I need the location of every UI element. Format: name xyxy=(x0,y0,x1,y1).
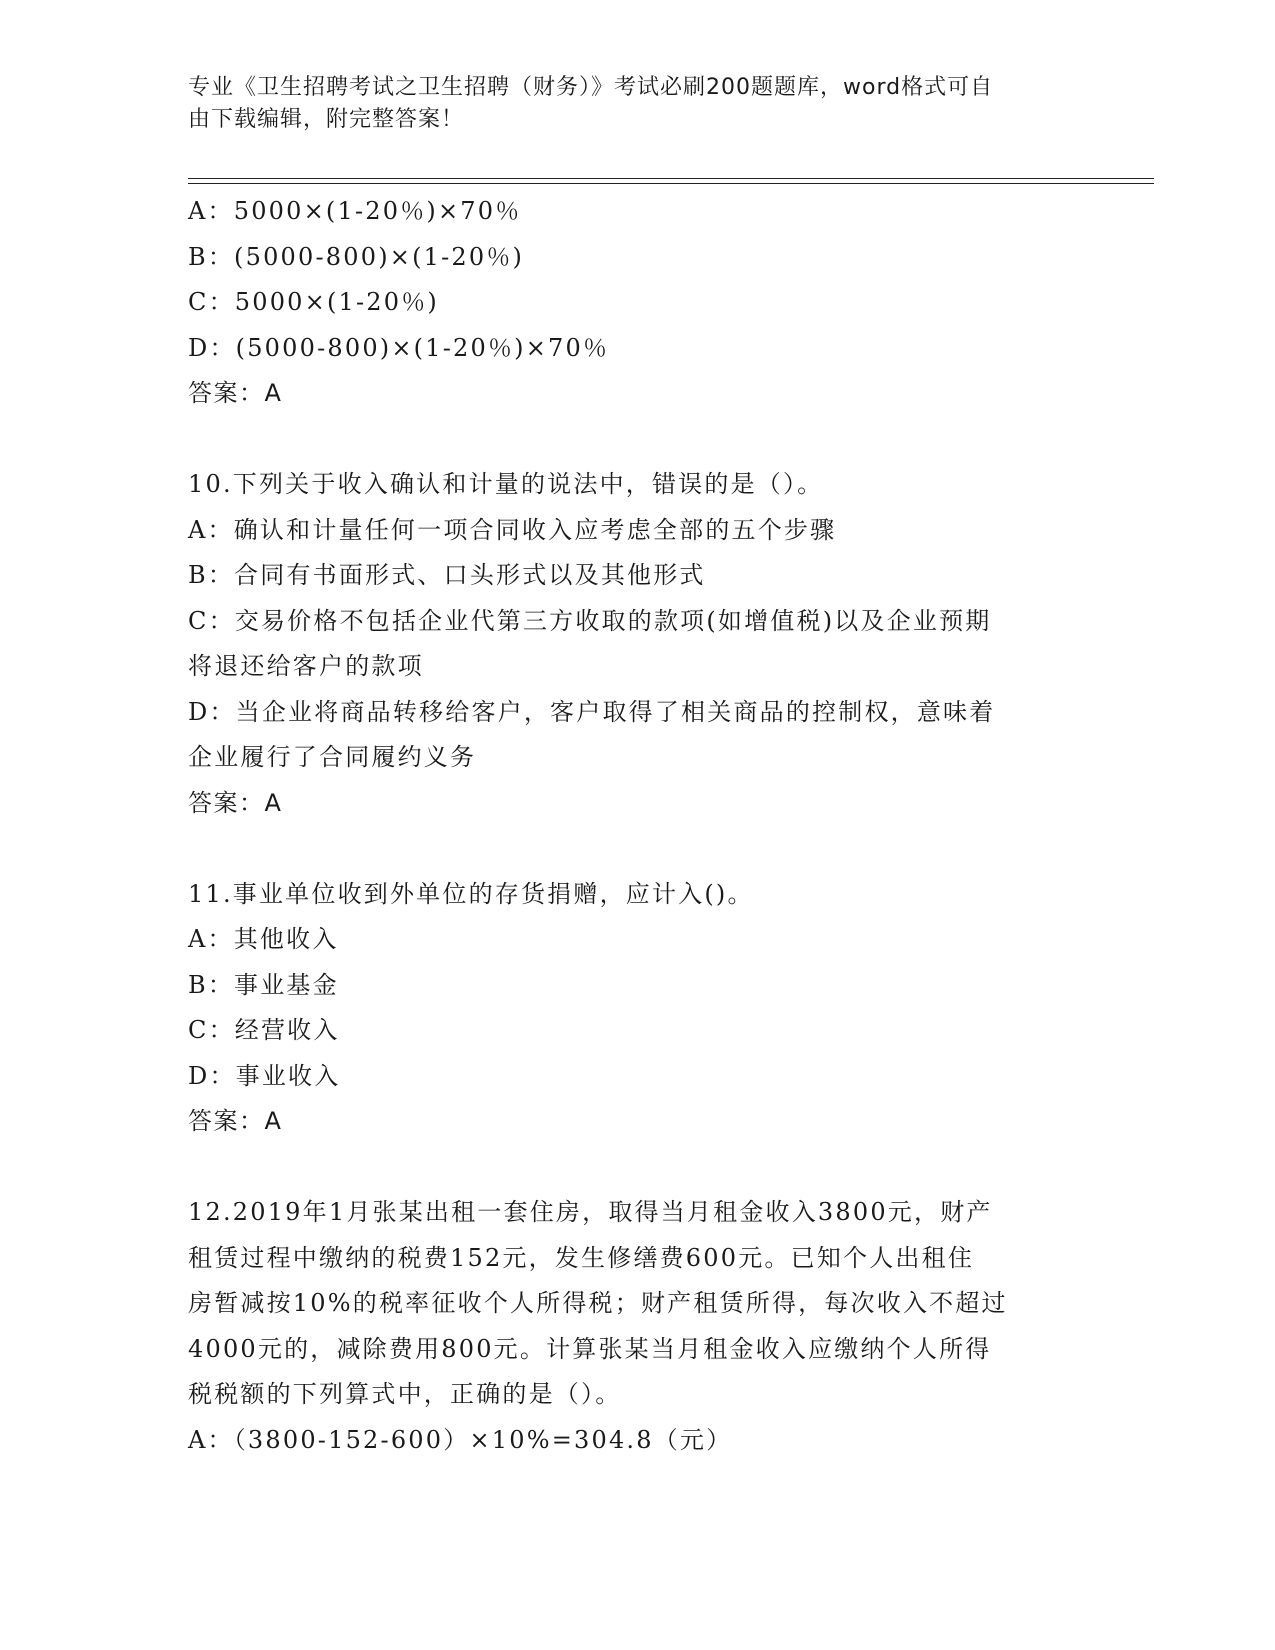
q10-option-d-line-2: 企业履行了合同履约义务 xyxy=(188,743,477,771)
q11-question: 11.事业单位收到外单位的存货捐赠，应计入()。 xyxy=(188,879,754,908)
q10-answer: 答案：A xyxy=(188,788,283,817)
q10-option-b: B：合同有书面形式、口头形式以及其他形式 xyxy=(188,561,706,589)
q10-option-d-line-1: D：当企业将商品转移给客户，客户取得了相关商品的控制权，意味着 xyxy=(188,697,996,726)
question-11 xyxy=(188,872,1088,1145)
header-rule-top xyxy=(188,178,1154,179)
q9-answer: 答案：A xyxy=(188,379,283,407)
q10-option-a: A：确认和计量任何一项合同收入应考虑全部的五个步骤 xyxy=(188,515,837,544)
q11-option-a: A：其他收入 xyxy=(188,925,339,953)
q12-question-line-1: 12.2019年1月张某出租一套住房，取得当月租金收入3800元，财产 xyxy=(188,1198,993,1226)
header-title-line-2: 由下载编辑，附完整答案！ xyxy=(188,107,465,132)
q10-option-c-line-2: 将退还给客户的款项 xyxy=(188,652,424,680)
spacer xyxy=(188,826,1088,872)
q11-option-b: B：事业基金 xyxy=(188,970,339,999)
page-header xyxy=(188,72,1068,136)
header-title-line-1: 专业《卫生招聘考试之卫生招聘（财务）》考试必刷200题题库，word格式可自 xyxy=(188,75,994,100)
question-12 xyxy=(188,1190,1088,1463)
q12-question-line-5: 税税额的下列算式中，正确的是（）。 xyxy=(188,1380,622,1408)
q12-question-line-2: 租赁过程中缴纳的税费152元，发生修缮费600元。已知个人出租住 xyxy=(188,1243,975,1272)
q12-question-line-4: 4000元的，减除费用800元。计算张某当月租金收入应缴纳个人所得 xyxy=(188,1334,992,1363)
q10-option-c-line-1: C：交易价格不包括企业代第三方收取的款项(如增值税)以及企业预期 xyxy=(188,606,992,635)
q9-option-a: A：5000×(1-20％)×70％ xyxy=(188,197,522,225)
q11-answer: 答案：A xyxy=(188,1107,283,1135)
q11-option-d: D：事业收入 xyxy=(188,1061,341,1090)
question-10 xyxy=(188,462,1088,826)
spacer xyxy=(188,1145,1088,1191)
question-9 xyxy=(188,189,1088,417)
q12-option-a: A：（3800-152-600）×10%=304.8（元） xyxy=(188,1425,733,1454)
header-rule-bottom xyxy=(188,183,1154,184)
q9-option-b: B：(5000-800)×(1-20％) xyxy=(188,242,525,271)
q12-question-line-3: 房暂减按10%的税率征收个人所得税；财产租赁所得，每次收入不超过 xyxy=(188,1289,1008,1317)
q10-question: 10.下列关于收入确认和计量的说法中，错误的是（）。 xyxy=(188,470,824,498)
spacer xyxy=(188,417,1088,463)
q11-option-c: C：经营收入 xyxy=(188,1016,340,1044)
q9-option-d: D：(5000-800)×(1-20％)×70％ xyxy=(188,333,610,362)
q9-option-c: C：5000×(1-20％) xyxy=(188,288,439,316)
question-list xyxy=(188,189,1088,1463)
